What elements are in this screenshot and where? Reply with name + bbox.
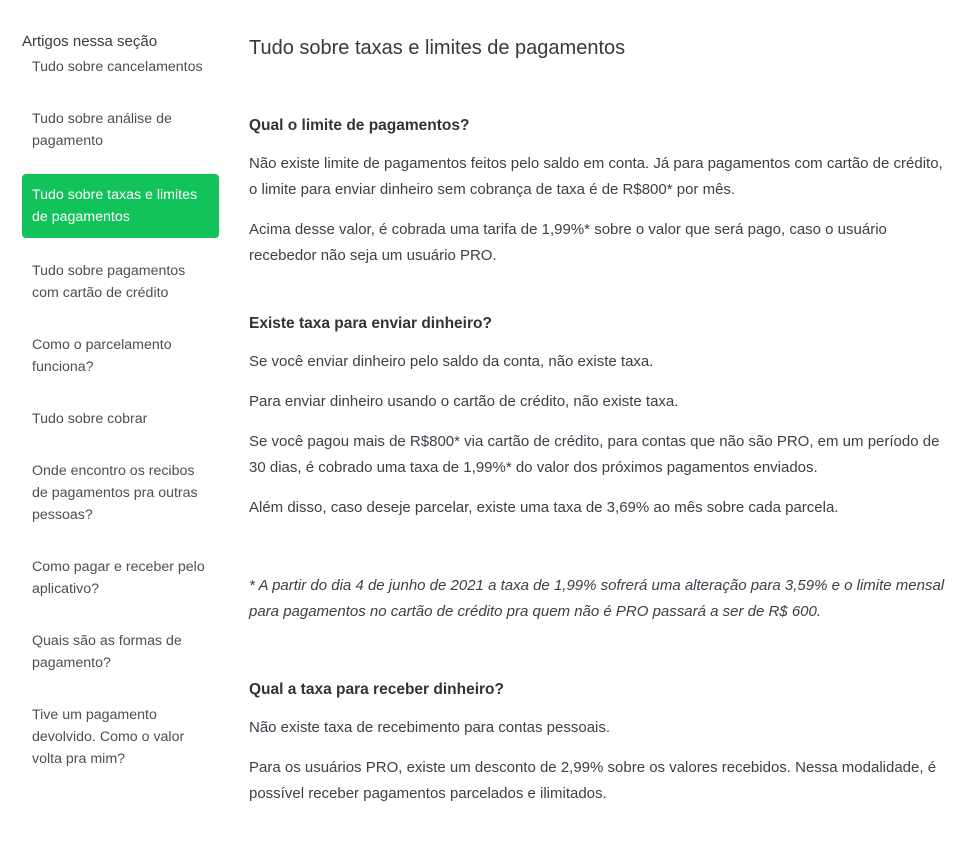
section-limite-pagamentos: [249, 115, 954, 269]
sidebar-item-analise-pagamento[interactable]: Tudo sobre análise de pagamento: [32, 111, 172, 149]
sidebar: [22, 32, 219, 792]
sidebar-item-formas-pagamento[interactable]: Quais são as formas de pagamento?: [32, 633, 182, 671]
paragraph: Não existe taxa de recebimento para contas pessoais.: [249, 719, 611, 736]
paragraph: Além disso, caso deseje parcelar, existe uma taxa de 3,69% ao mês sobre cada parcela.: [249, 499, 839, 516]
paragraph: Não existe limite de pagamentos feitos pelo saldo em conta. Já para pagamentos com cartão de crédito, o limite para enviar dinheiro sem cobrança de taxa é de R$800* por mês.: [249, 155, 943, 198]
sidebar-item-parcelamento[interactable]: Como o parcelamento funciona?: [32, 337, 172, 375]
article-nav-list: [22, 56, 219, 778]
sidebar-item-recibos[interactable]: Onde encontro os recibos de pagamentos pra outras pessoas?: [32, 463, 198, 523]
footnote: * A partir do dia 4 de junho de 2021 a taxa de 1,99% sofrerá uma alteração para 3,59% e o limite mensal para pagamentos no cartão de crédito pra quem não é PRO passará a ser de R$ 600.: [249, 577, 945, 620]
paragraph: Para os usuários PRO, existe um desconto de 2,99% sobre os valores recebidos. Nessa modalidade, é possível receber pagamentos parcelados e ilimitados.: [249, 759, 937, 802]
sidebar-item-taxas-limites[interactable]: Tudo sobre taxas e limites de pagamentos: [22, 174, 219, 238]
article-content: [249, 32, 954, 821]
paragraph: Acima desse valor, é cobrada uma tarifa de 1,99%* sobre o valor que será pago, caso o usuário recebedor não seja um usuário PRO.: [249, 221, 887, 264]
sidebar-item-cartao-credito[interactable]: Tudo sobre pagamentos com cartão de crédito: [32, 263, 186, 301]
section-heading: Qual o limite de pagamentos?: [249, 117, 470, 134]
paragraph: Se você pagou mais de R$800* via cartão de crédito, para contas que não são PRO, em um período de 30 dias, é cobrado uma taxa de 1,99%* do valor dos próximos pagamentos enviados.: [249, 433, 940, 476]
section-taxa-receber: [249, 679, 954, 807]
paragraph: Se você enviar dinheiro pelo saldo da conta, não existe taxa.: [249, 353, 654, 370]
section-heading: Qual a taxa para receber dinheiro?: [249, 681, 504, 698]
section-taxa-enviar: [249, 313, 954, 521]
section-heading: Existe taxa para enviar dinheiro?: [249, 315, 492, 332]
sidebar-item-cobrar[interactable]: Tudo sobre cobrar: [32, 411, 148, 427]
sidebar-item-pagamento-devolvido[interactable]: Tive um pagamento devolvido. Como o valor volta pra mim?: [32, 707, 185, 767]
sidebar-item-cancelamentos[interactable]: Tudo sobre cancelamentos: [32, 59, 203, 75]
page-title: Tudo sobre taxas e limites de pagamentos: [249, 37, 626, 59]
sidebar-item-pagar-receber-app[interactable]: Como pagar e receber pelo aplicativo?: [32, 559, 205, 597]
paragraph: Para enviar dinheiro usando o cartão de crédito, não existe taxa.: [249, 393, 679, 410]
sidebar-title: Artigos nessa seção: [22, 33, 158, 50]
